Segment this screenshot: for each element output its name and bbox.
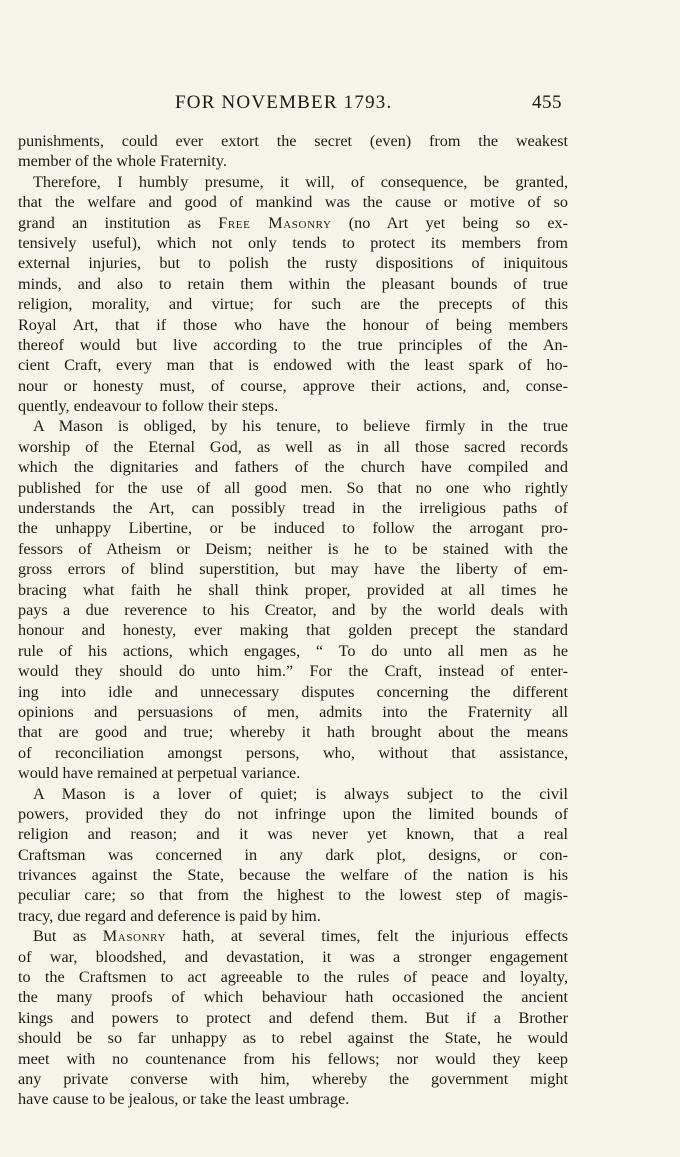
- text-line: [18, 824, 568, 844]
- text-line-content: Therefore, I humbly presume, it will, of consequence, be granted,: [33, 172, 568, 191]
- text-line: [18, 1089, 568, 1109]
- text-line-content: rule of his actions, which engages, “ To do unto all men as he: [18, 641, 568, 660]
- running-header: [18, 92, 568, 118]
- text-line-content: peculiar care; so that from the highest to the lowest step of magis-: [18, 886, 568, 905]
- text-line: [18, 396, 568, 416]
- text-line-content: bracing what faith he shall think proper, provided at all times he: [18, 580, 568, 599]
- text-line-continuation: (no Art yet being so ex-: [331, 213, 568, 232]
- text-line-content: nour or honesty must, of course, approve their actions, and, conse-: [18, 376, 568, 395]
- text-line: [18, 1069, 568, 1089]
- text-line: [18, 682, 568, 702]
- text-line-content: worship of the Eternal God, as well as in all those sacred records: [18, 437, 568, 456]
- text-line: [18, 355, 568, 375]
- text-line: [18, 335, 568, 355]
- text-line-content: any private converse with him, whereby the government might: [18, 1069, 568, 1088]
- text-line: [18, 192, 568, 212]
- text-line-content: punishments, could ever extort the secret (even) from the weakest: [18, 132, 568, 150]
- text-line: [18, 926, 568, 946]
- text-line-content: external injuries, but to polish the rusty dispositions of iniquitous: [18, 254, 568, 273]
- text-line-content: trivances against the State, because the welfare of the nation is his: [18, 866, 568, 885]
- text-line-content: powers, provided they do not infringe upon the limited bounds of: [18, 804, 568, 823]
- body-text: [18, 131, 568, 1110]
- book-page: [18, 0, 568, 1157]
- text-line-content: religion and reason; and it was never yet known, that a real: [18, 825, 568, 844]
- text-line: [18, 804, 568, 824]
- text-line-content: pays a due reverence to his Creator, and by the world deals with: [18, 600, 568, 619]
- text-line: [18, 600, 568, 620]
- text-line-content: Royal Art, that if those who have the honour of being members: [18, 315, 568, 334]
- text-line: [18, 641, 568, 661]
- text-line: [18, 1049, 568, 1069]
- text-line-content: which the dignitaries and fathers of the church have compiled and: [18, 458, 568, 477]
- text-line-content: minds, and also to retain them within the pleasant bounds of true: [18, 274, 568, 293]
- text-line: [18, 580, 568, 600]
- text-line-content: should be so far unhappy as to rebel against the State, he would: [18, 1029, 568, 1048]
- text-line-content: quently, endeavour to follow their steps.: [18, 397, 279, 416]
- text-line-content: gross errors of blind superstition, but may have the liberty of em-: [18, 560, 568, 579]
- text-line: [18, 702, 568, 722]
- text-line-content: A Mason is obliged, by his tenure, to believe firmly in the true: [33, 417, 568, 436]
- text-line-content: of reconciliation amongst persons, who, without that assistance,: [18, 743, 568, 762]
- text-line: [18, 559, 568, 579]
- text-line-content: published for the use of all good men. So that no one who rightly: [18, 478, 568, 497]
- text-line-content: meet with no countenance from his fellows; nor would they keep: [18, 1049, 568, 1068]
- text-line: [18, 478, 568, 498]
- text-line-content: But as: [33, 927, 103, 946]
- text-line-content: that the welfare and good of mankind was the cause or motive of so: [18, 193, 568, 212]
- text-line: [18, 1008, 568, 1028]
- small-caps-term: Free Masonry: [218, 213, 332, 232]
- text-line: [18, 253, 568, 273]
- text-line: [18, 763, 568, 783]
- text-line-content: religion, morality, and virtue; for such are the precepts of this: [18, 295, 568, 314]
- text-line: [18, 1028, 568, 1048]
- text-line-content: fessors of Atheism or Deism; neither is he to be stained with the: [18, 539, 568, 558]
- text-line: [18, 722, 568, 742]
- text-line: [18, 947, 568, 967]
- text-line: [18, 518, 568, 538]
- text-line-content: the many proofs of which behaviour hath occasioned the ancient: [18, 988, 568, 1007]
- text-line: [18, 620, 568, 640]
- text-line: [18, 906, 568, 926]
- text-line: [18, 539, 568, 559]
- text-line-content: of war, bloodshed, and devastation, it was a stronger engagement: [18, 947, 568, 966]
- small-caps-term: Masonry: [102, 927, 167, 946]
- text-line-content: would have remained at perpetual variance.: [18, 764, 301, 783]
- text-line: [18, 172, 568, 192]
- text-line-content: A Mason is a lover of quiet; is always subject to the civil: [33, 784, 568, 803]
- text-line: [18, 885, 568, 905]
- text-line: [18, 967, 568, 987]
- text-line: [18, 457, 568, 477]
- text-line-content: understands the Art, can possibly tread in the irreligious paths of: [18, 499, 568, 518]
- text-line: [18, 131, 568, 151]
- text-line: [18, 437, 568, 457]
- text-line: [18, 743, 568, 763]
- text-line-content: grand an institution as: [18, 213, 219, 232]
- text-line: [18, 865, 568, 885]
- text-line: [18, 294, 568, 314]
- text-line-content: would they should do unto him.” For the Craft, instead of enter-: [18, 662, 568, 681]
- text-line: [18, 987, 568, 1007]
- text-line: [18, 416, 568, 436]
- text-line-continuation: hath, at several times, felt the injurious effects: [166, 927, 568, 946]
- running-title: FOR NOVEMBER 1793.: [175, 92, 393, 113]
- text-line: [18, 661, 568, 681]
- text-line-content: member of the whole Fraternity.: [18, 152, 227, 171]
- text-line: [18, 274, 568, 294]
- text-line-content: kings and powers to protect and defend them. But if a Brother: [18, 1008, 568, 1027]
- text-line: [18, 498, 568, 518]
- text-line-content: that are good and true; whereby it hath brought about the means: [18, 723, 568, 742]
- text-line-content: to the Craftsmen to act agreeable to the rules of peace and loyalty,: [18, 968, 568, 987]
- text-line: [18, 845, 568, 865]
- text-line: [18, 315, 568, 335]
- text-line-content: tracy, due regard and deference is paid by him.: [18, 906, 321, 925]
- text-line: [18, 151, 568, 171]
- page-number: 455: [532, 92, 562, 113]
- text-line-content: opinions and persuasions of men, admits into the Fraternity all: [18, 702, 568, 721]
- text-line-content: honour and honesty, ever making that golden precept the standard: [18, 621, 568, 640]
- text-line: [18, 784, 568, 804]
- text-line-content: cient Craft, every man that is endowed with the least spark of ho-: [18, 356, 568, 375]
- text-line-content: ing into idle and unnecessary disputes concerning the different: [18, 682, 568, 701]
- text-line-content: tensively useful), which not only tends to protect its members from: [18, 233, 568, 252]
- text-line: [18, 213, 568, 233]
- text-line-content: thereof would but live according to the true principles of the An-: [18, 335, 568, 354]
- text-line-content: have cause to be jealous, or take the least umbrage.: [18, 1090, 350, 1109]
- text-line: [18, 233, 568, 253]
- text-line-content: the unhappy Libertine, or be induced to follow the arrogant pro-: [18, 519, 568, 538]
- text-line-content: Craftsman was concerned in any dark plot, designs, or con-: [18, 845, 568, 864]
- text-line: [18, 376, 568, 396]
